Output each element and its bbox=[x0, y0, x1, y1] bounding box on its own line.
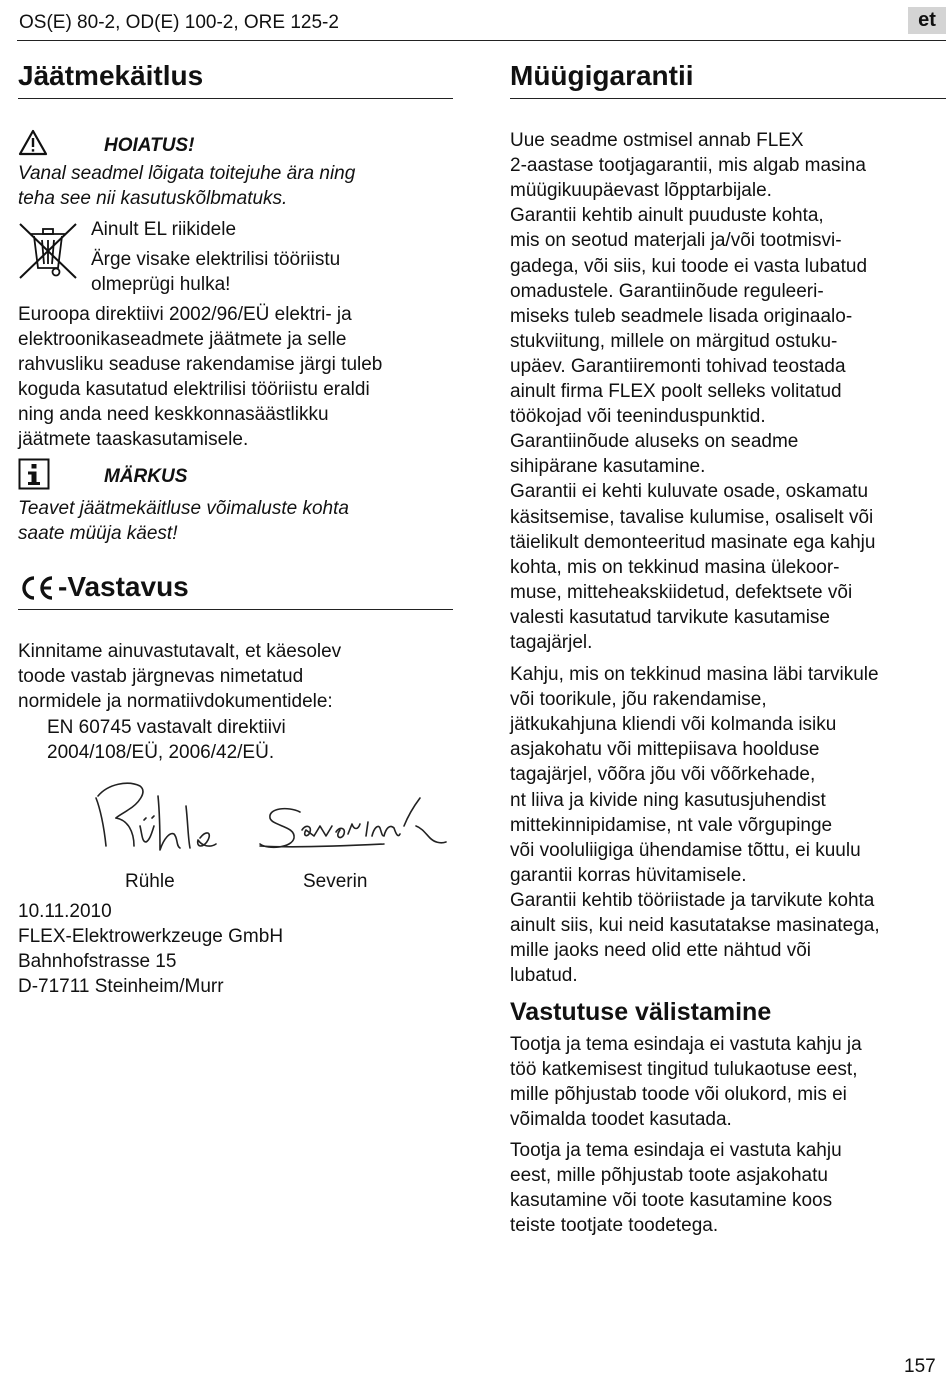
paragraph-line: nt liiva ja kivide ning kasutusjuhendist bbox=[510, 789, 826, 811]
page-number: 157 bbox=[904, 1356, 936, 1377]
paragraph-line: mittekinnipidamise, nt vale võrgupinge bbox=[510, 814, 833, 836]
signer-name-severin: Severin bbox=[303, 871, 368, 892]
company-city: D-71711 Steinheim/Murr bbox=[18, 976, 224, 997]
ce-norm-line: EN 60745 vastavalt direktiivi bbox=[47, 717, 286, 738]
paragraph-line: Kahju, mis on tekkinud masina läbi tarvikule bbox=[510, 664, 879, 685]
paragraph-line: valesti kasutatud tarvikute kasutamise bbox=[510, 606, 830, 628]
bin-text-line: olmeprügi hulka! bbox=[91, 274, 231, 295]
paragraph-line: Garantii kehtib ainult puuduste kohta, bbox=[510, 205, 824, 227]
header-divider bbox=[17, 40, 946, 41]
paragraph-line: töö katkemisest tingitud tulukaotuse eest, bbox=[510, 1059, 858, 1081]
paragraph-line: täielikult demonteeritud masinate ega kahju bbox=[510, 531, 876, 553]
warning-text-line: teha see nii kasutuskõlbmatuks. bbox=[18, 188, 288, 209]
ce-text-line: toode vastab järgnevas nimetatud bbox=[18, 666, 304, 687]
paragraph-line: garantii korras hüvitamisele. bbox=[510, 864, 747, 886]
disposal-divider bbox=[18, 98, 453, 99]
crossed-out-bin-icon bbox=[18, 222, 78, 280]
paragraph-line: Tootja ja tema esindaja ei vastuta kahju bbox=[510, 1140, 842, 1161]
signature-date: 10.11.2010 bbox=[18, 901, 112, 922]
paragraph-line: töökojad või teeninduspunktid. bbox=[510, 406, 766, 428]
directive-text-line: rahvusliku seaduse rakendamise järgi tuleb bbox=[18, 354, 383, 375]
warning-triangle-icon bbox=[18, 129, 48, 156]
directive-text-line: Euroopa direktiivi 2002/96/EÜ elektri- ja bbox=[18, 304, 352, 325]
paragraph-line: võimalda toodet kasutada. bbox=[510, 1109, 732, 1131]
paragraph-line: või toorikule, jõu rakendamise, bbox=[510, 689, 767, 711]
paragraph-line: omadustele. Garantiinõude reguleeri- bbox=[510, 280, 824, 302]
severin-signature bbox=[254, 786, 450, 860]
paragraph-line: tagajärjel, võõra jõu või võõrkehade, bbox=[510, 764, 816, 786]
paragraph-line: mis on seotud materjali ja/või tootmisvi- bbox=[510, 230, 842, 252]
paragraph-line: muse, mitteheakskiidetud, defektsete või bbox=[510, 581, 853, 603]
paragraph-line: käsitsemise, tavalise kulumise, osaliselt või bbox=[510, 506, 874, 528]
warning-text-line: Vanal seadmel lõigata toitejuhe ära ning bbox=[18, 163, 356, 184]
paragraph-line: teiste tootjate toodetega. bbox=[510, 1215, 719, 1237]
paragraph-line: Uue seadme ostmisel annab FLEX bbox=[510, 130, 804, 151]
warranty-divider bbox=[510, 98, 946, 99]
paragraph-line: Garantii kehtib tööriistade ja tarvikute kohta bbox=[510, 889, 875, 911]
directive-text-line: jäätmete taaskasutamisele. bbox=[18, 429, 249, 450]
paragraph-line: asjakohatu või mittepiisava hoolduse bbox=[510, 739, 820, 761]
info-icon bbox=[18, 458, 50, 490]
paragraph-line: upäev. Garantiiremonti tohivad teostada bbox=[510, 355, 846, 377]
paragraph-line: gadega, või siis, kui toode ei vasta lubatud bbox=[510, 255, 868, 277]
ce-mark-icon bbox=[18, 574, 56, 602]
paragraph-line: kohta, mis on tekkinud masina ülekoor- bbox=[510, 556, 840, 578]
signer-name-ruhle: Rühle bbox=[125, 871, 175, 892]
paragraph-line: tagajärjel. bbox=[510, 632, 593, 653]
paragraph-line: lubatud. bbox=[510, 965, 578, 987]
paragraph-line: Garantiinõude aluseks on seadme bbox=[510, 431, 799, 453]
eu-only-text: Ainult EL riikidele bbox=[91, 219, 237, 240]
paragraph-line: 2-aastase tootjagarantii, mis algab masina bbox=[510, 155, 866, 177]
paragraph-line: mille jaoks need olid ette nähtud või bbox=[510, 940, 812, 962]
ce-norm-line: 2004/108/EÜ, 2006/42/EÜ. bbox=[47, 742, 275, 763]
paragraph-line: sihipärane kasutamine. bbox=[510, 456, 706, 478]
document-header-title: OS(E) 80-2, OD(E) 100-2, ORE 125-2 bbox=[19, 12, 339, 33]
bin-text-line: Ärge visake elektrilisi tööriistu bbox=[91, 249, 341, 270]
paragraph-line: ainult siis, kui neid kasutatakse masinatega, bbox=[510, 915, 880, 936]
company-street: Bahnhofstrasse 15 bbox=[18, 951, 177, 972]
paragraph-line: jätkukahjuna kliendi või kolmanda isiku bbox=[510, 714, 837, 736]
directive-text-line: ning anda need keskkonnasäästlikku bbox=[18, 404, 329, 425]
ce-text-line: Kinnitame ainuvastutavalt, et käesolev bbox=[18, 641, 342, 662]
paragraph-line: Garantii ei kehti kuluvate osade, oskamatu bbox=[510, 481, 869, 503]
warning-label: HOIATUS! bbox=[104, 135, 195, 156]
ruhle-signature bbox=[88, 776, 218, 860]
company-name: FLEX-Elektrowerkzeuge GmbH bbox=[18, 926, 284, 947]
paragraph-line: miseks tuleb seadmele lisada originaalo- bbox=[510, 305, 853, 327]
warranty-heading: Müügigarantii bbox=[510, 60, 694, 91]
liability-heading: Vastutuse välistamine bbox=[510, 998, 772, 1026]
language-badge: et bbox=[908, 7, 946, 34]
paragraph-line: kasutamine või toote kasutamine koos bbox=[510, 1190, 833, 1212]
ce-text-line: normidele ja normatiivdokumentidele: bbox=[18, 691, 333, 712]
note-label: MÄRKUS bbox=[104, 466, 188, 487]
directive-text-line: elektroonikaseadmete jäätmete ja selle bbox=[18, 329, 347, 350]
paragraph-line: mille põhjustab toode või olukord, mis ei bbox=[510, 1084, 847, 1106]
paragraph-line: või vooluliigiga ühendamise tõttu, ei kuulu bbox=[510, 839, 861, 861]
ce-divider bbox=[18, 609, 453, 610]
note-text-line: saate müüja käest! bbox=[18, 523, 178, 544]
paragraph-line: ainult firma FLEX poolt selleks volitatud bbox=[510, 381, 842, 402]
directive-text-line: koguda kasutatud elektrilisi tööriistu eraldi bbox=[18, 379, 370, 400]
paragraph-line: müügikuupäevast lõpptarbijale. bbox=[510, 180, 772, 202]
disposal-heading: Jäätmekäitlus bbox=[18, 60, 204, 91]
note-text-line: Teavet jäätmekäitluse võimaluste kohta bbox=[18, 498, 349, 519]
paragraph-line: Tootja ja tema esindaja ei vastuta kahju ja bbox=[510, 1034, 862, 1055]
paragraph-line: stukviitung, millele on märgitud ostuku- bbox=[510, 330, 838, 352]
ce-heading: -Vastavus bbox=[58, 571, 189, 602]
paragraph-line: eest, mille põhjustab toote asjakohatu bbox=[510, 1165, 828, 1187]
